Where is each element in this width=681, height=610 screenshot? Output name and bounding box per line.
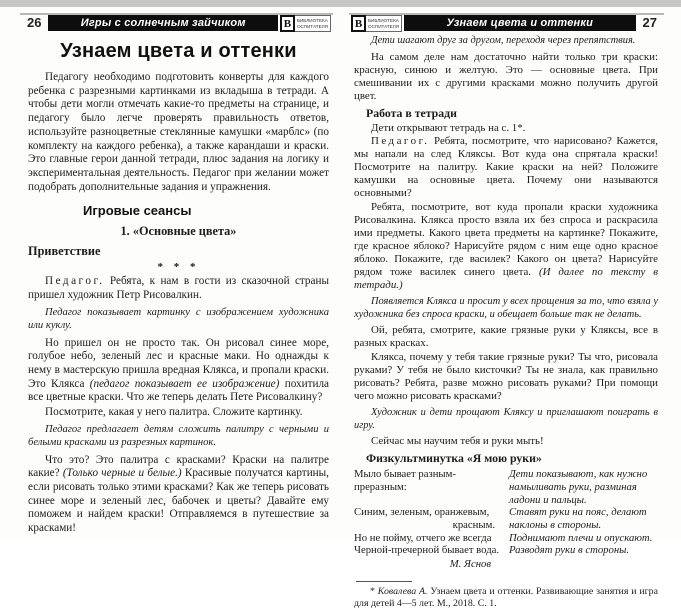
verse-line: Черной-пречерной бывает вода. xyxy=(354,544,500,557)
heading-notebook-work: Работа в тетради xyxy=(366,105,457,120)
found-paints-text: Ребята, посмотрите, вот куда пропали краски художника Рисовалкина. Клякса просто взяла их без спроса и раскрасила ими предметы. Какого цвета предметы на картинке? Покажите, где красное яблоко? Нарисуйте рядом с ним еще одно красное яблоко. Покажите, где василек? Какого он цвета? Нарисуйте рядом тоже василек синего цвета. xyxy=(354,200,658,278)
verse-action: Дети показывают, как нужно намыливать руки, разминая ладони и пальцы. xyxy=(509,468,648,506)
speaker-text-right: Ребята, посмотрите, что нарисовано? Кажется, мы напали на след Кляксы. Вот куда она спрятала краски! Посмотрите на палитру. Какие краски на ней? Положите камушки на основные цвета. Почему они называются основными? xyxy=(354,135,658,200)
questions-text-a: Что это? Это палитра с красками? Краски на палитре какие? xyxy=(28,453,329,480)
heading-lesson-1: 1. «Основные цвета» xyxy=(120,224,237,239)
questions-inline-answer: (Только черные и белые.) xyxy=(62,467,182,480)
chapter-title: Узнаем цвета и оттенки xyxy=(60,40,297,62)
publisher-logo-line1-right: БИБЛИОТЕКА xyxy=(368,18,399,23)
paragraph-dirty-hands: Ой, ребята, смотрите, какие грязные руки у Кляксы, все в разных красках. xyxy=(354,324,658,350)
page-left xyxy=(20,13,333,538)
paragraph-story xyxy=(28,337,329,406)
page-right-content xyxy=(349,35,664,610)
running-head-left xyxy=(20,13,333,31)
publisher-logo-letter-right: В xyxy=(351,15,366,32)
section-divider-stars: * * * xyxy=(157,261,200,274)
paragraph-wash-hands: Сейчас мы научим тебя и руки мыть! xyxy=(371,435,544,448)
publisher-logo-line2: ОСПИТАТЕЛЯ xyxy=(296,24,328,29)
verse-row-2 xyxy=(354,506,658,531)
verse-line xyxy=(354,506,501,531)
speaker-label-right: Педагог. xyxy=(371,135,430,148)
page-left-content xyxy=(20,40,333,536)
exercise-verse xyxy=(354,468,658,571)
stage-direction-show-picture: Педагог показывает картинку с изображением художника или куклу. xyxy=(28,306,329,331)
footnote-rule xyxy=(356,581,412,582)
verse-action: Ставят руки на пояс, делают наклоны в стороны. xyxy=(509,506,647,532)
publisher-logo-letter: В xyxy=(280,15,295,32)
publisher-logo-line2-right: ОСПИТАТЕЛЯ xyxy=(368,24,400,29)
footnote-marker: * xyxy=(370,585,378,597)
questions-text-b: Красивые получатся картины, если рисовать только этими красками? Как же теперь рисовать синее море и зеленый лес, бабочек и цветы? Давайте ему поможем и найдем краски! Отправляемся в путешествие за красками! xyxy=(28,467,329,535)
stage-direction-assemble-palette: Педагог предлагает детям сложить палитру с черными и белыми красками из разрезных картинок. xyxy=(28,423,329,448)
paragraph-brush-questions: Клякса, почему у тебя такие грязные руки? Ты что, рисовала руками? У тебя не было кисточки? Ты не знала, как правильно рисовать? Ребята, разве можно рисовать руками? При помощи чего можно рисовать красками? xyxy=(354,350,658,402)
paragraph-primary-colors: На самом деле нам достаточно найти только три краски: красную, синюю и желтую. Это — основные цвета. При смешивании их с другими красками можно получить другой цвет. xyxy=(354,50,658,102)
story-inline-direction: (педагог показывает ее изображение) xyxy=(89,377,280,390)
story-text-b: похитила все цветные краски. Что же теперь делать Пете Рисовалкину? xyxy=(28,377,330,404)
paragraph-questions xyxy=(28,454,329,536)
publisher-logo-right xyxy=(351,15,402,32)
paragraph-teacher-intro xyxy=(28,275,329,302)
verse-row-3 xyxy=(354,532,658,545)
stage-direction-klyaksa-apology: Появляется Клякса и просит у всех прощения за то, что взяла у художника без спроса краски, и обещает больше так не делать. xyxy=(354,296,658,320)
footnote-source: Ковалева А. xyxy=(377,585,428,597)
heading-exercise: Физкультминутка «Я мою руки» xyxy=(366,451,542,466)
verse-row-4 xyxy=(354,544,658,557)
footnote xyxy=(354,586,658,610)
speaker-label: Педагог. xyxy=(45,275,105,288)
verse-line: Но не пойму, отчего же всегда xyxy=(354,531,492,544)
found-paints-inline-direction: (И далее по тексту в тетради.) xyxy=(354,266,659,292)
verse-action: Поднимают плечи и опускают. xyxy=(509,531,653,544)
paragraph-open-notebook: Дети открывают тетрадь на с. 1*. xyxy=(371,121,526,134)
speaker-text: Ребята, к нам в гости из сказочной страны пришел художник Петр Рисовалкин. xyxy=(28,275,329,302)
page-number-right: 27 xyxy=(642,15,657,30)
stage-direction-forgive: Художник и дети прощают Кляксу и приглашают поиграть в игру. xyxy=(354,406,658,431)
page-right xyxy=(349,13,664,610)
scan-edge-strip xyxy=(0,0,681,7)
running-title-left: Игры с солнечным зайчиком xyxy=(48,15,277,31)
paragraph-found-paints xyxy=(354,201,658,293)
publisher-logo-text xyxy=(295,15,331,32)
verse-row-1 xyxy=(354,468,658,506)
verse-line: Мыло бывает разным-преразным: xyxy=(354,468,456,493)
paragraph-teacher-notebook xyxy=(354,135,658,200)
page-number-left: 26 xyxy=(27,15,42,30)
heading-greeting: Приветствие xyxy=(28,244,101,259)
publisher-logo xyxy=(280,15,331,32)
paragraph-intro: Педагогу необходимо подготовить конверты для каждого ребенка с разрезными картинками из вкладыша в тетради. А чтобы дети могли отмечать какие-то предметы на странице, и педагогу было легче проверять правильность ответов, используйте разноцветные стеклянные камушки «марблс» (по комплекту на каждого ребенка), а также карандаши и краски. Это главные герои данной тетради, плюс задания на логику и экспериментальная деятельность. Педагог при желании может подобрать дополнительные задания и упражнения. xyxy=(28,71,329,193)
publisher-logo-text-right xyxy=(366,15,402,32)
story-text-a: Но пришел он не просто так. Он рисовал синее море, голубое небо, зеленый лес и красные маки. Но однажды к нему в мастерскую пришла вредная Клякса, и пропали краски. Это Клякса xyxy=(28,336,329,390)
heading-game-sessions: Игровые сеансы xyxy=(83,203,192,219)
verse-line-part1: Синим, зеленым, оранжевым, xyxy=(354,506,490,519)
verse-line-part2: красным. xyxy=(452,519,495,532)
verse-author: М. Яснов xyxy=(449,558,491,571)
footnote-text: Узнаем цвета и оттенки. Развивающие занятия и игра для детей 4—5 лет. М., 2018. С. 1. xyxy=(354,585,658,610)
running-head-right xyxy=(349,13,664,31)
paragraph-palette: Посмотрите, какая у него палитра. Сложите картинку. xyxy=(45,406,303,419)
stage-direction-walking: Дети шагают друг за другом, переходя через препятствия. xyxy=(371,35,636,46)
publisher-logo-line1: БИБЛИОТЕКА xyxy=(296,18,328,23)
running-title-right: Узнаем цвета и оттенки xyxy=(404,15,635,31)
verse-action: Разводят руки в стороны. xyxy=(509,544,630,557)
